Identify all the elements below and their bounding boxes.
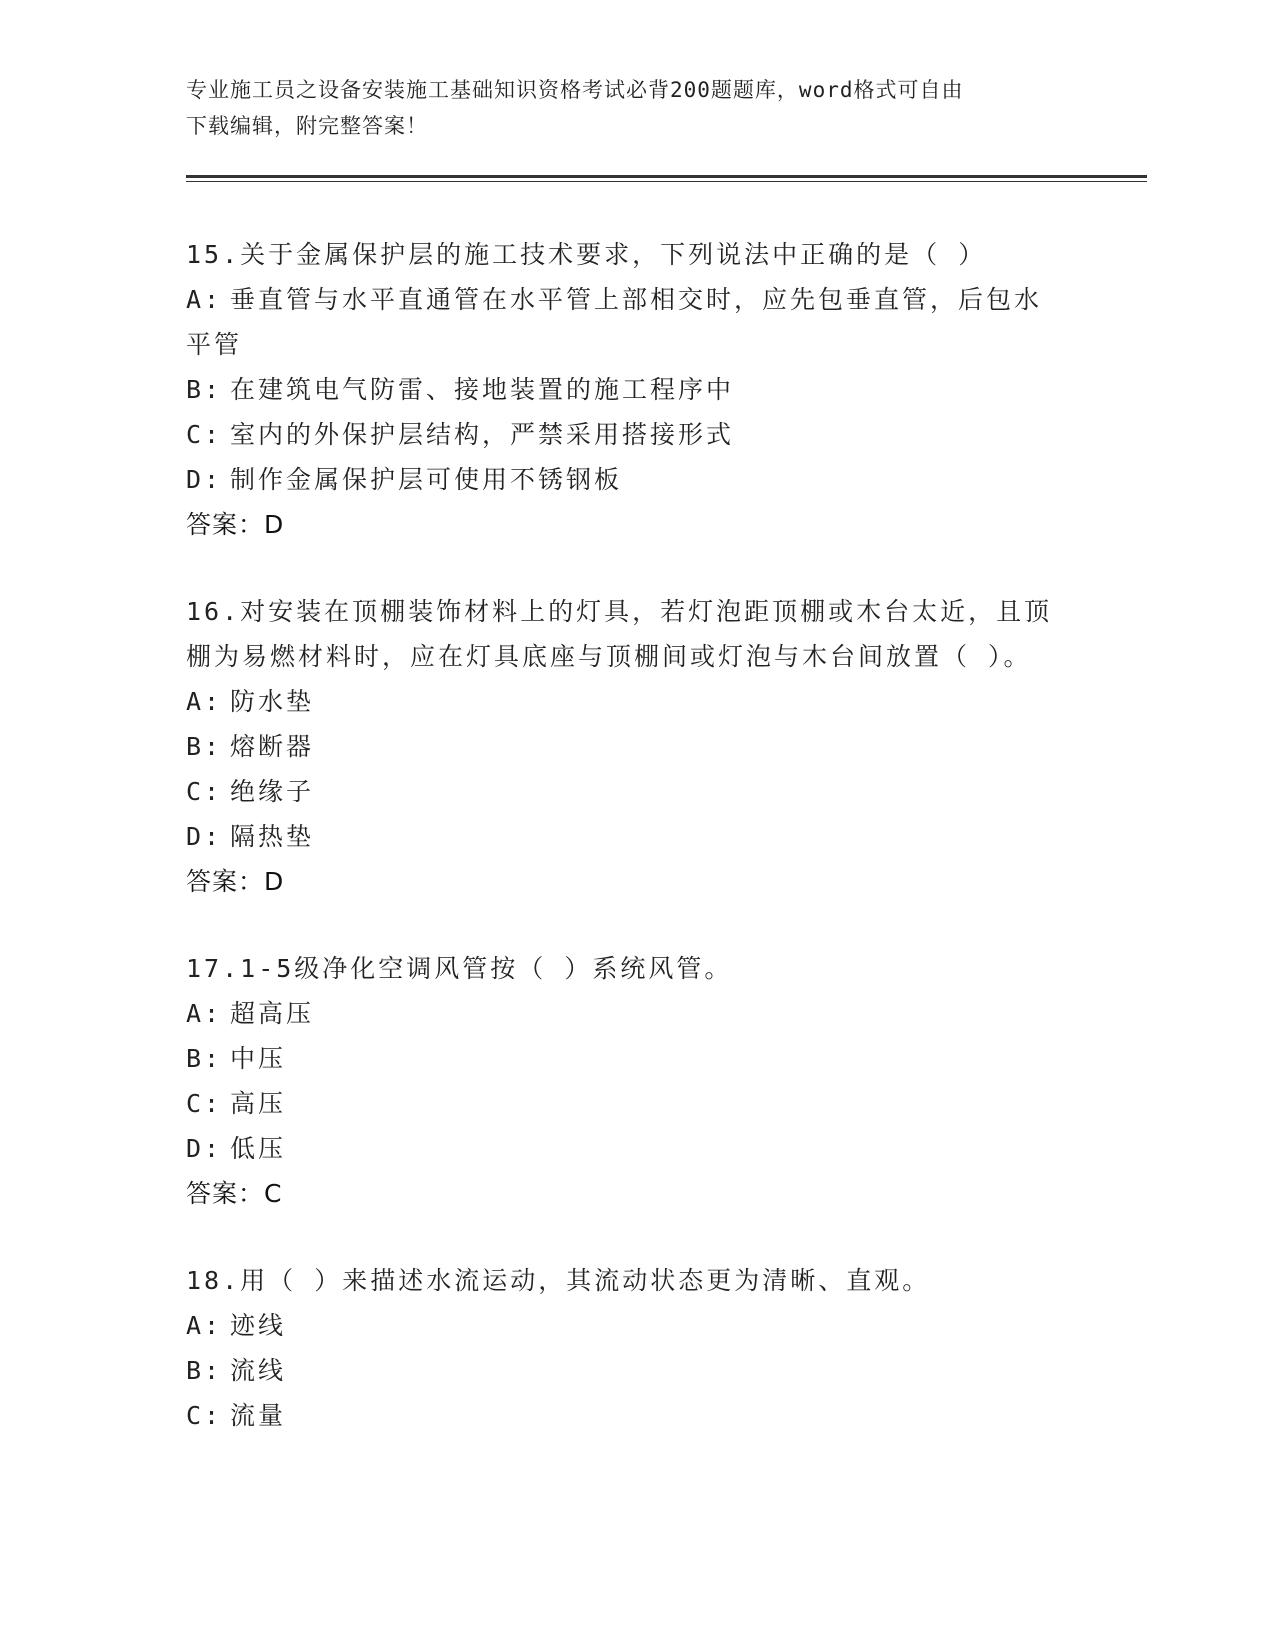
option-letter: D: — [186, 1134, 223, 1163]
answer-label: 答案：C — [186, 1179, 283, 1208]
option-letter: B: — [186, 375, 223, 404]
option-d — [186, 814, 1086, 859]
option-a — [186, 991, 1086, 1036]
option-d — [186, 1126, 1086, 1171]
option-letter: A: — [186, 999, 223, 1028]
option-text: 熔断器 — [230, 732, 315, 761]
header-divider-thick — [186, 175, 1147, 178]
option-b — [186, 724, 1086, 769]
option-b — [186, 367, 1086, 412]
option-letter: C: — [186, 777, 223, 806]
option-letter: B: — [186, 1356, 223, 1385]
option-text: 垂直管与水平直通管在水平管上部相交时，应先包垂直管，后包水 — [230, 285, 1043, 314]
option-letter: A: — [186, 687, 223, 716]
option-c — [186, 1081, 1086, 1126]
option-text: 制作金属保护层可使用不锈钢板 — [230, 465, 623, 494]
question-15 — [186, 232, 1086, 547]
document-header — [186, 72, 1066, 144]
header-divider-thin — [186, 181, 1147, 182]
option-letter: A: — [186, 1311, 223, 1340]
question-stem: 18.用（ ）来描述水流运动，其流动状态更为清晰、直观。 — [186, 1266, 931, 1295]
header-title-line-1: 专业施工员之设备安装施工基础知识资格考试必背200题题库，word格式可自由 — [186, 78, 964, 102]
option-letter: C: — [186, 420, 223, 449]
option-text: 隔热垫 — [230, 822, 315, 851]
option-letter: C: — [186, 1401, 223, 1430]
answer-label: 答案：D — [186, 867, 285, 896]
question-stem: 17.1-5级净化空调风管按（ ）系统风管。 — [186, 954, 733, 983]
question-stem: 15.关于金属保护层的施工技术要求，下列说法中正确的是（ ） — [186, 240, 987, 269]
option-a — [186, 277, 1086, 322]
option-a — [186, 1303, 1086, 1348]
option-text: 防水垫 — [230, 687, 315, 716]
option-text: 室内的外保护层结构，严禁采用搭接形式 — [230, 420, 735, 449]
option-b — [186, 1036, 1086, 1081]
question-18 — [186, 1258, 1086, 1438]
option-letter: A: — [186, 285, 223, 314]
answer-label: 答案：D — [186, 510, 285, 539]
option-letter: B: — [186, 732, 223, 761]
option-text: 迹线 — [230, 1311, 287, 1340]
option-letter: D: — [186, 822, 223, 851]
option-d — [186, 457, 1086, 502]
question-16 — [186, 589, 1086, 904]
option-letter: B: — [186, 1044, 223, 1073]
question-17 — [186, 946, 1086, 1216]
option-text: 流线 — [230, 1356, 287, 1385]
option-c — [186, 769, 1086, 814]
option-a-continuation: 平管 — [186, 330, 243, 359]
option-text: 高压 — [230, 1089, 287, 1118]
header-title-line-2: 下载编辑，附完整答案！ — [186, 114, 428, 138]
option-text: 绝缘子 — [230, 777, 315, 806]
option-text: 低压 — [230, 1134, 287, 1163]
option-a — [186, 679, 1086, 724]
option-letter: C: — [186, 1089, 223, 1118]
option-text: 在建筑电气防雷、接地装置的施工程序中 — [230, 375, 735, 404]
option-text: 中压 — [230, 1044, 287, 1073]
question-stem: 16.对安装在顶棚装饰材料上的灯具，若灯泡距顶棚或木台太近，且顶 — [186, 597, 1053, 626]
option-letter: D: — [186, 465, 223, 494]
option-b — [186, 1348, 1086, 1393]
option-text: 超高压 — [230, 999, 315, 1028]
question-list — [186, 232, 1086, 1480]
option-c — [186, 412, 1086, 457]
option-c — [186, 1393, 1086, 1438]
question-stem-continuation: 棚为易燃材料时，应在灯具底座与顶棚间或灯泡与木台间放置（ ）。 — [186, 642, 1032, 671]
option-text: 流量 — [230, 1401, 287, 1430]
